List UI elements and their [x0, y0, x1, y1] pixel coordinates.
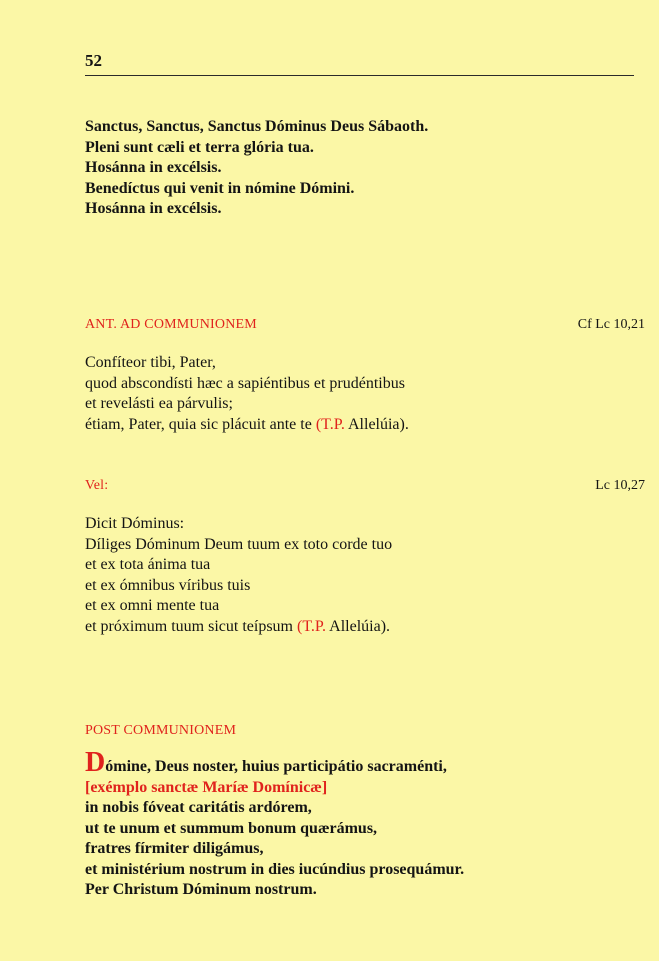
paschal-time-marker: (T.P. [296, 617, 327, 635]
alternative-reference: Lc 10,27 [595, 478, 645, 493]
alleluia-text: Allelúia). [326, 617, 391, 635]
prayer-line: ut te unum et summum bonum quærámus, [85, 819, 378, 837]
header-rule [85, 75, 634, 76]
communion-antiphon-reference: Cf Lc 10,21 [577, 317, 645, 332]
alternative-line-text: et próximum tuum sicut teípsum [85, 617, 297, 635]
communion-antiphon-heading: ANT. AD COMMUNIONEM [85, 317, 257, 332]
sanctus-line: Hosánna in excélsis. [85, 159, 222, 176]
alternative-line: et ex tota ánima tua [85, 556, 211, 573]
sanctus-line: Pleni sunt cæli et terra glória tua. [85, 138, 314, 156]
sanctus-text [85, 117, 428, 220]
prayer-line: in nobis fóveat caritátis ardórem, [85, 799, 312, 816]
page-number: 52 [85, 51, 102, 70]
post-communion-heading: POST COMMUNIONEM [85, 723, 237, 738]
alternative-line: Díliges Dóminum Deum tuum ex toto corde tuo [85, 535, 393, 553]
alternative-line-final [85, 617, 392, 638]
post-communion-prayer [85, 747, 465, 901]
prayer-conclusion: Per Christum Dóminum nostrum. [85, 881, 317, 898]
antiphon-line: quod abscondísti hæc a sapiéntibus et prudéntibus [85, 374, 405, 392]
antiphon-line-text: étiam, Pater, quia sic plácuit ante te [85, 415, 316, 433]
prayer-line: fratres fírmiter diligámus, [85, 840, 264, 857]
sanctus-line: Hosánna in excélsis. [85, 200, 222, 217]
alternative-antiphon-text [85, 514, 392, 637]
prayer-bracket-line: [exémplo sanctæ Maríæ Domínicæ] [85, 778, 328, 796]
alternative-line: Dicit Dóminus: [85, 515, 185, 532]
prayer-first-line [85, 747, 464, 778]
alleluia-text: Allelúia). [344, 415, 409, 433]
alternative-line: et ex ómnibus víribus tuis [85, 576, 251, 594]
communion-antiphon-text [85, 353, 409, 435]
antiphon-line: et revelásti ea párvulis; [85, 395, 233, 412]
prayer-first-line-text: ómine, Deus noster, huius participátio sacraménti, [105, 758, 447, 775]
antiphon-line: Confíteor tibi, Pater, [85, 354, 216, 371]
paschal-time-marker: (T.P. [315, 415, 345, 433]
alternative-heading: Vel: [85, 478, 109, 493]
antiphon-line-final [85, 415, 409, 436]
sanctus-line: Benedíctus qui venit in nómine Dómini. [85, 179, 355, 197]
alternative-line: et ex omni mente tua [85, 597, 220, 614]
drop-cap: D [85, 747, 106, 778]
sanctus-line: Sanctus, Sanctus, Sanctus Dóminus Deus Sábaoth. [85, 118, 429, 135]
prayer-line: et ministérium nostrum in dies iucúndius prosequámur. [85, 860, 465, 878]
